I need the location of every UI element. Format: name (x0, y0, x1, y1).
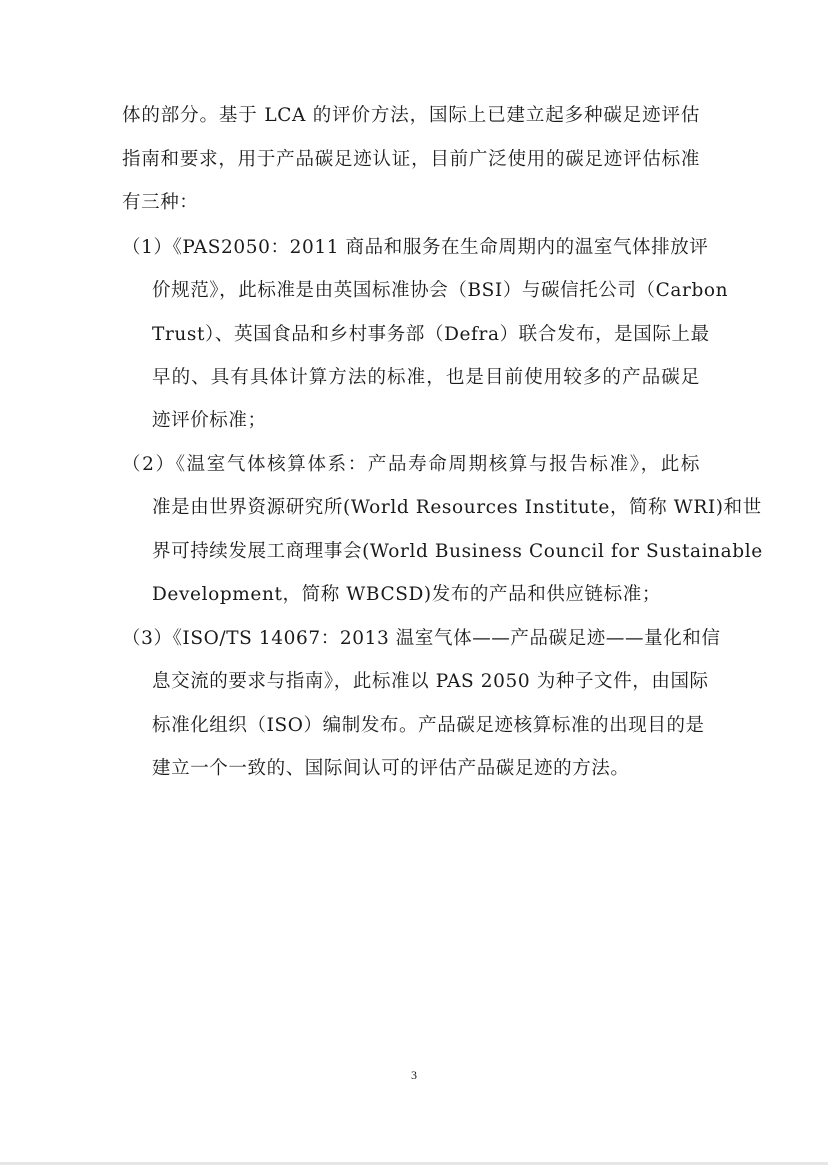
list-item-1-line-5: 迹评价标准； (152, 410, 267, 431)
list-item-3-line-3: 标准化组织（ISO）编制发布。产品碳足迹核算标准的出现目的是 (152, 715, 705, 736)
list-item-1-line-1: （1）《PAS2050：2011 商品和服务在生命周期内的温室气体排放评 (122, 237, 709, 258)
list-item-2-line-1: （2）《温室气体核算体系：产品寿命周期核算与报告标准》，此标 (122, 454, 700, 475)
list-item-1-line-3: Trust）、英国食品和乡村事务部（Defra）联合发布，是国际上最 (152, 324, 710, 345)
list-item-3-line-4: 建立一个一致的、国际间认可的评估产品碳足迹的方法。 (152, 758, 630, 779)
text-line-1: 体的部分。基于 LCA 的评价方法，国际上已建立起多种碳足迹评估 (122, 105, 700, 126)
list-item-2-line-3: 界可持续发展工商理事会(World Business Council for Sustainable (152, 541, 763, 562)
list-item-1-line-2: 价规范》，此标准是由英国标准协会（BSI）与碳信托公司（Carbon (152, 280, 729, 301)
page-number: 3 (411, 1068, 417, 1082)
text-line-3: 有三种： (122, 192, 199, 213)
list-item-3-line-2: 息交流的要求与指南》，此标准以 PAS 2050 为种子文件，由国际 (152, 671, 709, 692)
list-item-1-line-4: 早的、具有具体计算方法的标准，也是目前使用较多的产品碳足 (152, 367, 700, 388)
list-item-3-line-1: （3）《ISO/TS 14067：2013 温室气体——产品碳足迹——量化和信 (122, 628, 721, 649)
list-item-2-line-4: Development，简称 WBCSD)发布的产品和供应链标准； (152, 584, 661, 605)
list-item-2-line-2: 准是由世界资源研究所(World Resources Institute，简称 WRI)和世 (152, 497, 762, 518)
text-line-2: 指南和要求，用于产品碳足迹认证，目前广泛使用的碳足迹评估标准 (122, 149, 700, 170)
